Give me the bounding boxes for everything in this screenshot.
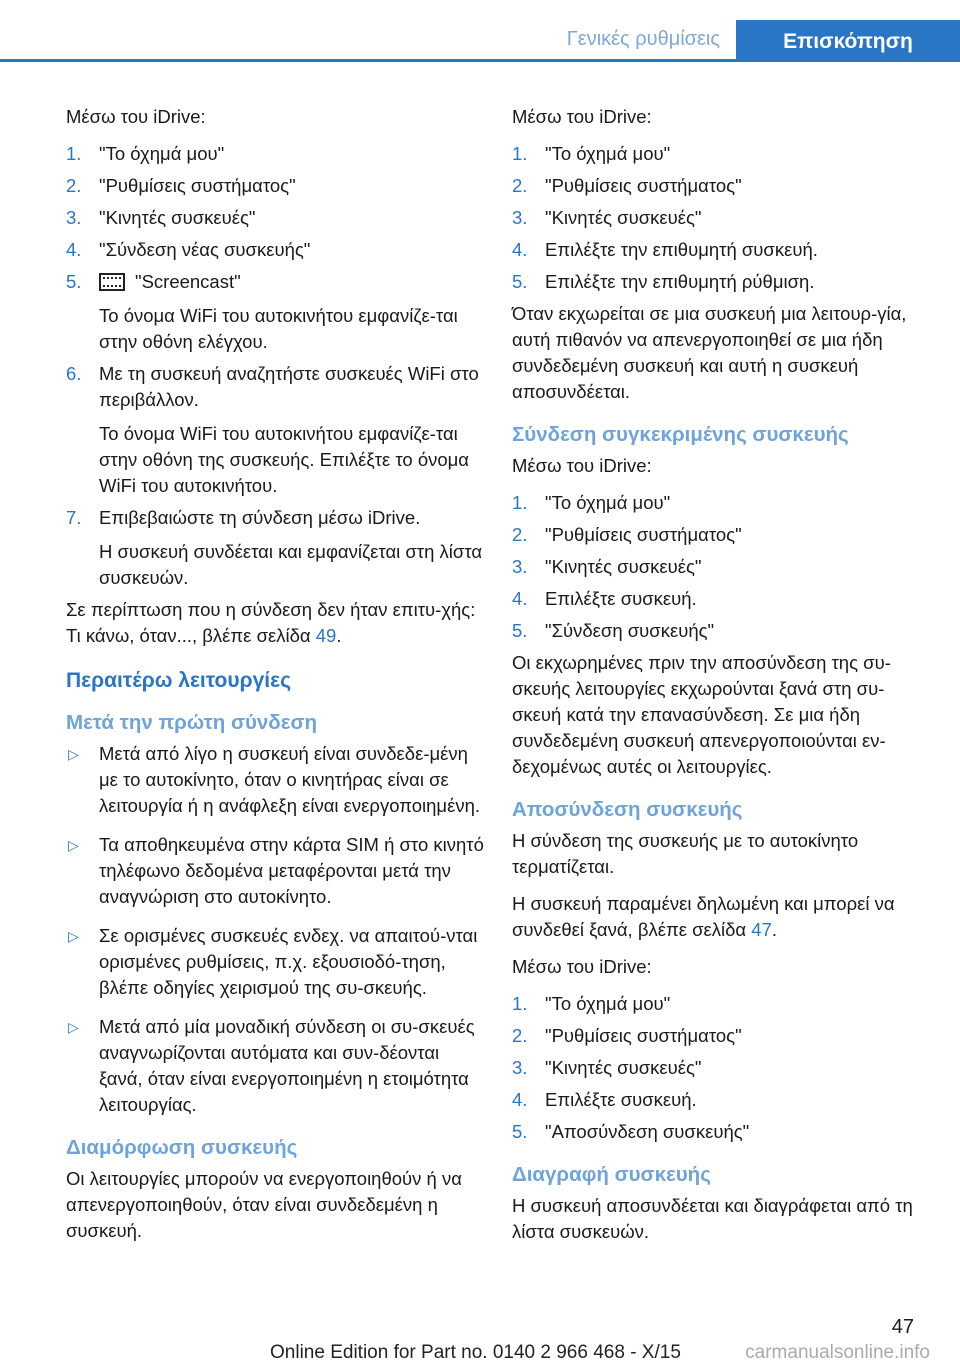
list-item <box>66 141 486 167</box>
heading-more-functions: Περαιτέρω λειτουργίες <box>66 669 291 692</box>
disconnect-paragraph: Η συσκευή παραμένει δηλωμένη και μπορεί να συνδεθεί ξανά, βλέπε σελίδα 47. <box>512 893 895 940</box>
assignment-note: Όταν εκχωρείται σε μια συσκευή μια λειτουρ-γία, αυτή πιθανόν να απενεργοποιηθεί σε μια ήδη συνδεδεμένη συσκευή και αυτή η συσκευή αποσυνδέεται. <box>512 303 907 402</box>
header-breadcrumb[interactable]: Γενικές ρυθμίσεις <box>566 28 720 50</box>
config-text: Οι λειτουργίες μπορούν να ενεργοποιηθούν ή να απενεργοποιηθούν, όταν είναι συνδεδεμένη η συσκευή. <box>66 1168 462 1241</box>
list-item <box>66 361 486 499</box>
list-item <box>66 205 486 231</box>
list-item <box>66 173 486 199</box>
screencast-icon <box>99 273 125 291</box>
list-item <box>512 490 930 516</box>
step-number: 5. <box>512 271 528 292</box>
step-text: Επιλέξτε την επιθυμητή συσκευή. <box>545 239 818 260</box>
step-number: 6. <box>66 363 82 384</box>
triangle-right-icon: ▷ <box>68 837 79 853</box>
triangle-right-icon: ▷ <box>68 928 79 944</box>
list-item <box>512 269 930 295</box>
triangle-right-icon: ▷ <box>68 746 79 762</box>
step-number: 3. <box>66 207 82 228</box>
list-item <box>512 522 930 548</box>
step-number: 1. <box>512 143 528 164</box>
list-item <box>66 923 486 1001</box>
step-result: Το όνομα WiFi του αυτοκινήτου εμφανίζε-ται στην οθόνη ελέγχου. <box>99 305 458 352</box>
bullet-text: Μετά από μία μοναδική σύνδεση οι συ-σκευές αναγνωρίζονται αυτόματα και συν-δέονται ξανά, όταν είναι ενεργοποιημένη η ετοιμότητα λειτουργίας. <box>99 1016 475 1115</box>
step-number: 2. <box>512 1025 528 1046</box>
watermark: carmanualsonline.info <box>745 1342 930 1362</box>
step-text: "Ρυθμίσεις συστήματος" <box>545 175 742 196</box>
heading-delete-device: Διαγραφή συσκευής <box>512 1163 711 1186</box>
header-section-tab[interactable]: Επισκόπηση <box>736 20 960 62</box>
list-item <box>66 741 486 819</box>
delete-text: Η συσκευή αποσυνδέεται και διαγράφεται από τη λίστα συσκευών. <box>512 1195 913 1242</box>
step-text: "Σύνδεση συσκευής" <box>545 620 715 641</box>
list-item <box>66 269 486 355</box>
step-text: Επιλέξτε συσκευή. <box>545 1089 697 1110</box>
step-result: Η συσκευή συνδέεται και εμφανίζεται στη λίστα συσκευών. <box>99 541 483 588</box>
step-text: "Το όχημά μου" <box>545 492 671 513</box>
step-number: 2. <box>512 524 528 545</box>
step-number: 3. <box>512 556 528 577</box>
bullet-text: Τα αποθηκευμένα στην κάρτα SIM ή στο κινητό τηλέφωνο δεδομένα μεταφέρονται μετά την αναγνώριση στο αυτοκίνητο. <box>99 834 484 907</box>
step-text: "Κινητές συσκευές" <box>545 1057 702 1078</box>
page-header <box>0 0 960 62</box>
step-number: 5. <box>66 271 82 292</box>
list-item <box>512 1087 930 1113</box>
list-item <box>66 505 486 591</box>
step-text: Επιβεβαιώστε τη σύνδεση μέσω iDrive. <box>99 507 421 528</box>
fail-paragraph: Σε περίπτωση που η σύνδεση δεν ήταν επιτυ-χής: Τι κάνω, όταν..., βλέπε σελίδα 49. <box>66 599 476 646</box>
step-text: Επιλέξτε συσκευή. <box>545 588 697 609</box>
list-item <box>512 991 930 1017</box>
step-number: 4. <box>512 1089 528 1110</box>
step-number: 4. <box>512 588 528 609</box>
connect-note: Οι εκχωρημένες πριν την αποσύνδεση της συ-σκευής λειτουργίες εκχωρούνται ξανά στη συ-σκευή κατά την επανασύνδεση. Σε μια ήδη συνδεδεμένη συσκευή απενεργοποιούνται εν-δεχομένως αυτές οι λειτουργίες. <box>512 652 891 777</box>
step-number: 3. <box>512 207 528 228</box>
disconnect-intro: Μέσω του iDrive: <box>512 956 652 977</box>
step-text: "Το όχημά μου" <box>545 993 671 1014</box>
right-steps <box>512 141 930 295</box>
step-number: 2. <box>66 175 82 196</box>
list-item <box>512 586 930 612</box>
step-number: 3. <box>512 1057 528 1078</box>
right-intro: Μέσω του iDrive: <box>512 106 652 127</box>
step-number: 5. <box>512 1121 528 1142</box>
list-item <box>512 618 930 644</box>
page-link-49[interactable]: 49 <box>315 625 337 646</box>
list-item <box>66 1014 486 1118</box>
step-number: 7. <box>66 507 82 528</box>
connect-steps <box>512 490 930 644</box>
left-intro: Μέσω του iDrive: <box>66 106 206 127</box>
page-link-47[interactable]: 47 <box>751 919 772 940</box>
step-number: 1. <box>512 993 528 1014</box>
step-text: Με τη συσκευή αναζητήστε συσκευές WiFi στο περιβάλλον. <box>99 363 479 410</box>
step-text: "Ρυθμίσεις συστήματος" <box>99 175 296 196</box>
step-number: 1. <box>66 143 82 164</box>
step-result: Το όνομα WiFi του αυτοκινήτου εμφανίζε-ται στην οθόνη της συσκευής. Επιλέξτε το όνομα WiFi του αυτοκινήτου. <box>99 423 469 496</box>
page-number: 47 <box>891 1316 914 1338</box>
step-text: "Το όχημά μου" <box>545 143 671 164</box>
heading-device-configuration: Διαμόρφωση συσκευής <box>66 1136 298 1159</box>
list-item <box>512 205 930 231</box>
step-text: "Σύνδεση νέας συσκευής" <box>99 239 311 260</box>
step-text: "Κινητές συσκευές" <box>545 207 702 228</box>
list-item <box>66 237 486 263</box>
list-item <box>512 141 930 167</box>
list-item <box>512 1055 930 1081</box>
heading-after-first-connection: Μετά την πρώτη σύνδεση <box>66 711 318 734</box>
heading-connect-device: Σύνδεση συγκεκριμένης συσκευής <box>512 423 849 446</box>
triangle-right-icon: ▷ <box>68 1019 79 1035</box>
step-text: "Screencast" <box>135 271 241 292</box>
list-item <box>512 554 930 580</box>
header-rule <box>0 59 960 62</box>
step-text: Επιλέξτε την επιθυμητή ρύθμιση. <box>545 271 815 292</box>
step-number: 2. <box>512 175 528 196</box>
bullet-text: Μετά από λίγο η συσκευή είναι συνδεδε-μένη με το αυτοκίνητο, όταν ο κινητήρας είναι σε λειτουργία ή η ανάφλεξη είναι ενεργοποιημένη. <box>99 743 481 816</box>
step-number: 5. <box>512 620 528 641</box>
left-steps <box>66 141 486 591</box>
step-text: "Αποσύνδεση συσκευής" <box>545 1121 750 1142</box>
disconnect-steps <box>512 991 930 1145</box>
connect-intro: Μέσω του iDrive: <box>512 455 652 476</box>
step-number: 4. <box>66 239 82 260</box>
after-connection-bullets <box>66 741 486 1118</box>
list-item <box>512 1023 930 1049</box>
fail-text: Σε περίπτωση που η σύνδεση δεν ήταν επιτυ-χής: Τι κάνω, όταν..., βλέπε σελίδα <box>66 599 476 646</box>
bullet-text: Σε ορισμένες συσκευές ενδεχ. να απαιτού-νται ορισμένες ρυθμίσεις, π.χ. εξουσιοδό-τηση, βλέπε οδηγίες χειρισμού της συ-σκευής. <box>99 925 478 998</box>
list-item <box>512 237 930 263</box>
disconnect-text-1: Η σύνδεση της συσκευής με το αυτοκίνητο τερματίζεται. <box>512 830 859 877</box>
step-text: "Το όχημά μου" <box>99 143 225 164</box>
edition-footer: Online Edition for Part no. 0140 2 966 468 - X/15 <box>270 1342 681 1362</box>
list-item <box>512 1119 930 1145</box>
left-column <box>66 104 486 1255</box>
step-text: "Κινητές συσκευές" <box>545 556 702 577</box>
step-text: "Ρυθμίσεις συστήματος" <box>545 1025 742 1046</box>
step-text: "Ρυθμίσεις συστήματος" <box>545 524 742 545</box>
disconnect-text-2: Η συσκευή παραμένει δηλωμένη και μπορεί να συνδεθεί ξανά, βλέπε σελίδα <box>512 893 895 940</box>
step-number: 1. <box>512 492 528 513</box>
right-column <box>512 104 930 1256</box>
list-item <box>512 173 930 199</box>
step-number: 4. <box>512 239 528 260</box>
list-item <box>66 832 486 910</box>
heading-disconnect-device: Αποσύνδεση συσκευής <box>512 798 743 821</box>
step-text: "Κινητές συσκευές" <box>99 207 256 228</box>
